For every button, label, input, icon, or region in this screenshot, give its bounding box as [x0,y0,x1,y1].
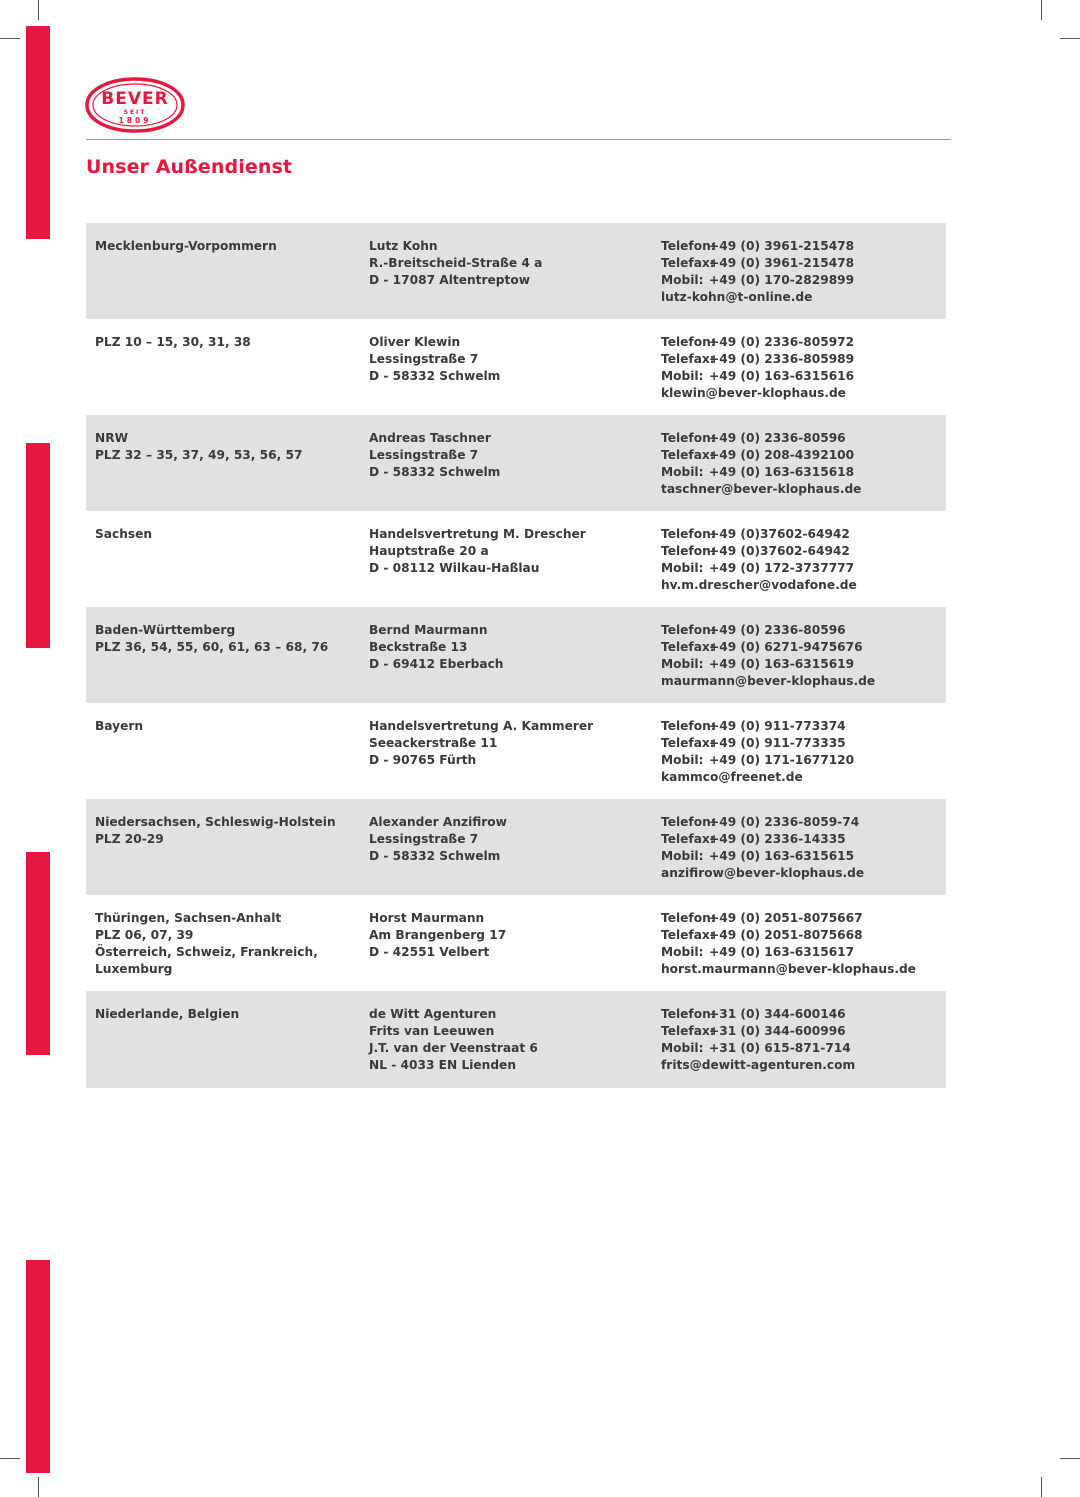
logo-since: SEIT [123,109,147,116]
address-line: D - 58332 Schwelm [369,849,501,863]
region-line: PLZ 32 – 35, 37, 49, 53, 56, 57 [95,448,303,462]
contact-label: Telefon: [661,911,716,925]
crop-mark-bottom-left-h [0,1458,20,1459]
address-line: D - 58332 Schwelm [369,465,501,479]
email-link[interactable]: frits@dewitt-agenturen.com [661,1058,856,1072]
crop-mark-top-right-h [1060,38,1080,39]
contact-value: +31 (0) 344-600996 [709,1024,846,1038]
index-tab [26,443,50,648]
email-line[interactable] [661,289,951,306]
email-link[interactable]: maurmann@bever-klophaus.de [661,674,876,688]
contact-value: +49 (0) 6271-9475676 [709,640,863,654]
crop-mark-bottom-right-h [1060,1458,1080,1459]
contact-label: Telefon: [661,1007,716,1021]
contact-value: +49 (0) 2336-805989 [709,352,855,366]
contact-value: +49 (0) 163-6315616 [709,369,855,383]
region-line: PLZ 20-29 [95,832,164,846]
region-line: PLZ 10 – 15, 30, 31, 38 [95,335,251,349]
address-line: Lessingstraße 7 [369,448,479,462]
contact-value: +49 (0) 2336-14335 [709,832,846,846]
region-line: PLZ 06, 07, 39 [95,928,194,942]
contact-line [661,368,951,385]
region-line: Mecklenburg-Vorpommern [95,239,277,253]
contact-label: Mobil: [661,849,704,863]
region-line: Baden-Württemberg [95,623,236,637]
address-line: Andreas Taschner [369,431,491,445]
contact-value: +49 (0) 163-6315615 [709,849,855,863]
contact-label: Telefax: [661,448,715,462]
contact-line [661,464,951,481]
contact-line [661,272,951,289]
contact-line [661,910,951,927]
address-cell [369,910,654,961]
contact-label: Mobil: [661,1041,704,1055]
address-line: R.-Breitscheid-Straße 4 a [369,256,543,270]
table-row [86,319,946,415]
contact-line [661,255,951,272]
sales-representatives-table [86,223,946,1088]
address-cell [369,814,654,865]
contact-label: Mobil: [661,753,704,767]
contact-line [661,543,951,560]
address-cell [369,238,654,289]
region-line: PLZ 36, 54, 55, 60, 61, 63 – 68, 76 [95,640,329,654]
index-tab [26,26,50,239]
contact-label: Telefon: [661,544,716,558]
address-line: Oliver Klewin [369,335,461,349]
contact-label: Telefon: [661,431,716,445]
contact-cell [661,238,951,306]
table-row [86,415,946,511]
contact-value: +49 (0) 2336-80596 [709,431,846,445]
crop-mark-bottom-right-v [1041,1477,1042,1497]
contact-value: +49 (0) 911-773335 [709,736,846,750]
crop-mark-top-right-v [1041,0,1042,20]
contact-value: +49 (0) 911-773374 [709,719,846,733]
contact-line [661,718,951,735]
contact-line [661,526,951,543]
region-cell [95,238,363,255]
email-link[interactable]: anzifirow@bever-klophaus.de [661,866,865,880]
table-row [86,223,946,319]
address-line: J.T. van der Veenstraat 6 [369,1041,538,1055]
email-link[interactable]: klewin@bever-klophaus.de [661,386,846,400]
contact-label: Telefon: [661,335,716,349]
region-line: Bayern [95,719,144,733]
region-cell [95,526,363,543]
address-line: D - 17087 Altentreptow [369,273,530,287]
contact-cell [661,526,951,594]
logo-year: 1809 [118,116,152,125]
contact-value: +49 (0)37602-64942 [709,527,850,541]
region-line: Sachsen [95,527,153,541]
contact-value: +49 (0) 170-2829899 [709,273,855,287]
contact-line [661,334,951,351]
table-row [86,511,946,607]
contact-line [661,351,951,368]
region-cell [95,622,363,656]
address-line: Horst Maurmann [369,911,485,925]
contact-value: +49 (0) 2336-8059-74 [709,815,860,829]
region-line: Österreich, Schweiz, Frankreich, [95,945,318,959]
address-line: Alexander Anzifirow [369,815,507,829]
contact-line [661,735,951,752]
address-line: D - 90765 Fürth [369,753,477,767]
region-line: Niedersachsen, Schleswig-Holstein [95,815,336,829]
contact-cell [661,430,951,498]
contact-value: +49 (0) 172-3737777 [709,561,855,575]
contact-line [661,447,951,464]
contact-value: +49 (0)37602-64942 [709,544,850,558]
table-row [86,607,946,703]
contact-line [661,944,951,961]
contact-label: Mobil: [661,273,704,287]
contact-label: Telefax: [661,640,715,654]
email-link[interactable]: hv.m.drescher@vodafone.de [661,578,857,592]
contact-line [661,927,951,944]
address-line: Bernd Maurmann [369,623,488,637]
contact-label: Telefax: [661,256,715,270]
page-title: Unser Außendienst [86,156,293,178]
contact-label: Mobil: [661,561,704,575]
logo-word: BEVER [101,89,169,109]
address-cell [369,334,654,385]
contact-cell [661,814,951,882]
address-line: Handelsvertretung M. Drescher [369,527,586,541]
contact-value: +49 (0) 2336-80596 [709,623,846,637]
email-line[interactable] [661,385,951,402]
table-row [86,991,946,1088]
crop-mark-top-left-h [0,38,20,39]
contact-label: Mobil: [661,369,704,383]
contact-value: +49 (0) 171-1677120 [709,753,855,767]
address-line: Lutz Kohn [369,239,438,253]
contact-label: Telefax: [661,736,715,750]
contact-value: +49 (0) 2051-8075668 [709,928,863,942]
contact-line [661,639,951,656]
address-line: D - 42551 Velbert [369,945,490,959]
region-line: Luxemburg [95,962,173,976]
contact-line [661,814,951,831]
index-tab [26,1260,50,1473]
contact-label: Telefax: [661,832,715,846]
region-cell [95,1006,363,1023]
address-cell [369,526,654,577]
contact-cell [661,622,951,690]
contact-line [661,622,951,639]
contact-cell [661,718,951,786]
contact-value: +49 (0) 3961-215478 [709,239,855,253]
contact-value: +49 (0) 163-6315617 [709,945,855,959]
region-cell [95,430,363,464]
contact-label: Mobil: [661,657,704,671]
contact-cell [661,1006,951,1074]
crop-mark-top-left-v [38,0,39,20]
contact-value: +31 (0) 615-871-714 [709,1041,851,1055]
address-line: Beckstraße 13 [369,640,468,654]
email-line[interactable] [661,769,951,786]
email-line[interactable] [661,1057,951,1074]
contact-value: +49 (0) 2051-8075667 [709,911,863,925]
contact-line [661,1006,951,1023]
contact-label: Telefon: [661,239,716,253]
email-line[interactable] [661,865,951,882]
index-tab [26,852,50,1055]
address-line: Hauptstraße 20 a [369,544,489,558]
email-line[interactable] [661,961,951,978]
address-cell [369,622,654,673]
address-line: Handelsvertretung A. Kammerer [369,719,594,733]
crop-mark-bottom-left-v [38,1477,39,1497]
contact-line [661,848,951,865]
address-line: Lessingstraße 7 [369,832,479,846]
email-link[interactable]: lutz-kohn@t-online.de [661,290,813,304]
address-line: NL - 4033 EN Lienden [369,1058,516,1072]
contact-label: Mobil: [661,945,704,959]
bever-logo [84,76,186,134]
email-line[interactable] [661,673,951,690]
table-row [86,703,946,799]
address-line: Lessingstraße 7 [369,352,479,366]
address-line: D - 08112 Wilkau-Haßlau [369,561,540,575]
contact-value: +49 (0) 3961-215478 [709,256,855,270]
email-link[interactable]: horst.maurmann@bever-klophaus.de [661,962,916,976]
contact-line [661,831,951,848]
region-cell [95,910,363,978]
address-line: Frits van Leeuwen [369,1024,495,1038]
email-line[interactable] [661,577,951,594]
header-rule [86,139,951,140]
region-line: Niederlande, Belgien [95,1007,240,1021]
address-line: Seeackerstraße 11 [369,736,498,750]
region-cell [95,334,363,351]
address-line: D - 58332 Schwelm [369,369,501,383]
contact-value: +49 (0) 163-6315618 [709,465,855,479]
contact-line [661,1023,951,1040]
table-row [86,799,946,895]
contact-label: Telefax: [661,1024,715,1038]
contact-label: Telefon: [661,815,716,829]
contact-value: +49 (0) 163-6315619 [709,657,855,671]
address-cell [369,718,654,769]
contact-line [661,238,951,255]
region-line: Thüringen, Sachsen-Anhalt [95,911,282,925]
contact-label: Telefon: [661,719,716,733]
contact-label: Telefax: [661,928,715,942]
contact-cell [661,334,951,402]
contact-line [661,560,951,577]
contact-cell [661,910,951,978]
contact-value: +49 (0) 2336-805972 [709,335,855,349]
address-line: de Witt Agenturen [369,1007,497,1021]
email-link[interactable]: kammco@freenet.de [661,770,803,784]
address-line: D - 69412 Eberbach [369,657,504,671]
address-line: Am Brangenberg 17 [369,928,507,942]
contact-label: Telefax: [661,352,715,366]
contact-line [661,430,951,447]
contact-value: +31 (0) 344-600146 [709,1007,846,1021]
region-cell [95,718,363,735]
contact-label: Telefon: [661,527,716,541]
contact-line [661,1040,951,1057]
contact-label: Telefon: [661,623,716,637]
email-link[interactable]: taschner@bever-klophaus.de [661,482,862,496]
contact-line [661,752,951,769]
address-cell [369,430,654,481]
region-line: NRW [95,431,129,445]
contact-label: Mobil: [661,465,704,479]
contact-line [661,656,951,673]
table-row [86,895,946,991]
region-cell [95,814,363,848]
email-line[interactable] [661,481,951,498]
contact-value: +49 (0) 208-4392100 [709,448,855,462]
address-cell [369,1006,654,1074]
